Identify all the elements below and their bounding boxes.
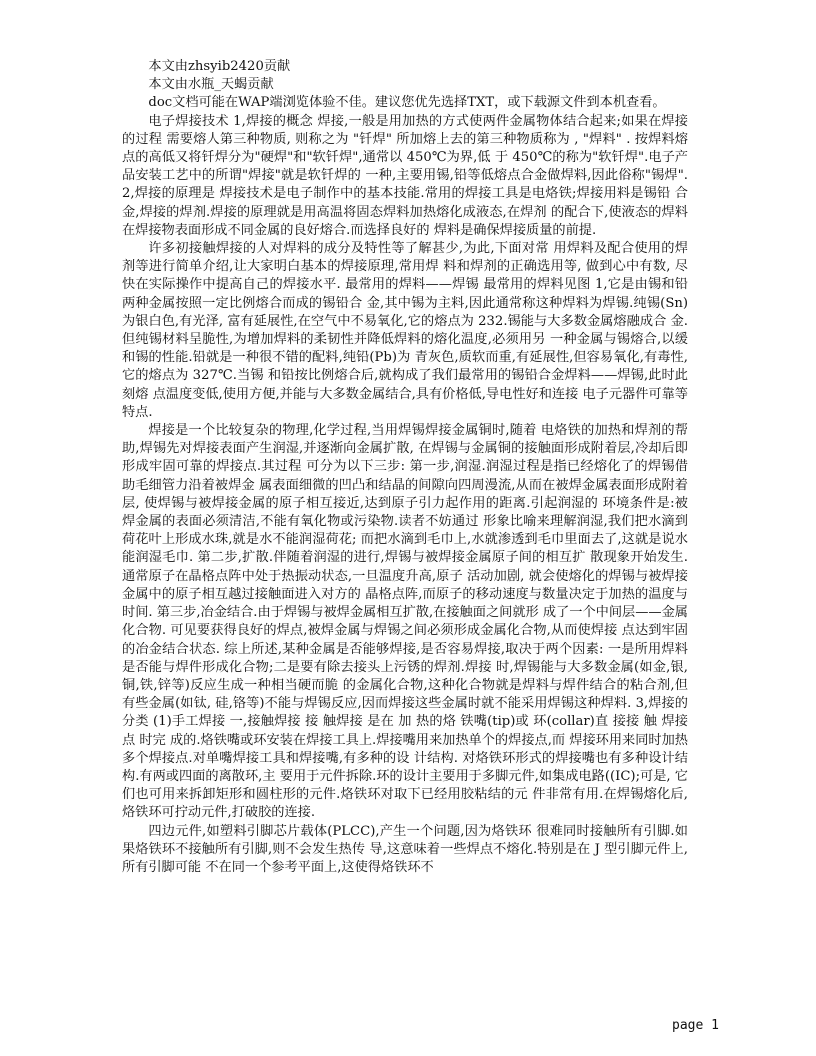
page-number: page 1 — [672, 1018, 719, 1033]
contributor-line: 本文由zhsyib2420贡献 — [148, 59, 291, 74]
paragraph: 四边元件,如塑料引脚芯片载体(PLCC),产生一个问题,因为烙铁环 很难同时接触所有引脚.如果烙铁环不接触所有引脚,则不会发生热传 导,这意味着一些焊点不熔化.特别是在 J 型引脚元件上,所有引脚可能 不在同一个参考平面上,这使得烙铁环不 — [122, 823, 688, 875]
paragraph: 焊接是一个比较复杂的物理,化学过程,当用焊锡焊接金属铜时,随着 电烙铁的加热和焊剂的帮助,焊锡先对焊接表面产生润湿,并逐渐向金属扩散, 在焊锡与金属铜的接触面形成附着层,冷却后即形成牢固可靠的焊接点.其过程 可分为以下三步: 第一步,润湿.润湿过程是指已经熔化了的焊锡借助毛细管力沿着被焊金 属表面细微的凹凸和结晶的间隙向四周漫流,从而在被焊金属表面形成附着层, 使焊锡与被焊接金属的原子相互接近,达到原子引力起作用的距离.引起润湿的 环境条件是:被焊金属的表面必须清洁,不能有氧化物或污染物.读者不妨通过 形象比喻来理解润湿,我们把水滴到荷花叶上形成水珠,就是水不能润湿荷花; 而把水滴到毛巾上,水就渗透到毛巾里面去了,这就是说水能润湿毛巾. 第二步,扩散.伴随着润湿的进行,焊锡与被焊接金属原子间的相互扩 散现象开始发生.通常原子在晶格点阵中处于热振动状态,一旦温度升高,原子 活动加剧, 就会使熔化的焊锡与被焊接金属中的原子相互越过接触面进入对方的 晶格点阵,而原子的移动速度与数量决定于加热的温度与时间. 第三步,冶金结合.由于焊锡与被焊金属相互扩散,在接触面之间就形 成了一个中间层——金属化合物. 可见要获得良好的焊点,被焊金属与焊锡之间必须形成金属化合物,从而使焊接 点达到牢固的冶金结合状态. 综上所述,某种金属是否能够焊接,是否容易焊接,取决于两个因素: 一是所用焊料是否能与焊件形成化合物;二是要有除去接头上污锈的焊剂.焊接 时,焊锡能与大多数金属(如金,银,铜,铁,锌等)反应生成一种相当硬而脆 的金属化合物,这种化合物就是焊料与焊件结合的粘合剂,但有些金属(如钛, 硅,铬等)不能与焊锡反应,因而焊接这些金属时就不能采用焊锡这种焊料. 3,焊接的分类 (1)手工焊接 一,接触焊接 接 触焊接 是在 加 热的烙 铁嘴(tip)或 环(collar)直 接接 触 焊接点 时完 成的.烙铁嘴或环安装在焊接工具上.焊接嘴用来加热单个的焊接点,而 焊接环用来同时加热多个焊接点.对单嘴焊接工具和焊接嘴,有多种的设 计结构. 对烙铁环形式的焊接嘴也有多种设计结构.有两或四面的离散环,主 要用于元件拆除.环的设计主要用于多脚元件,如集成电路((IC);可是, 它们也可用来拆卸矩形和圆柱形的元件.烙铁环对取下已经用胶粘结的元 件非常有用.在焊锡熔化后,烙铁环可拧动元件,打破胶的连接. — [122, 423, 688, 821]
paragraph: 电子焊接技术 1,焊接的概念 焊接,一般是用加热的方式使两件金属物体结合起来;如果在焊接的过程 需要熔人第三种物质, 则称之为 "钎焊" 所加熔上去的第三种物质称为 , "焊料" . 按焊料熔点的高低又将钎焊分为"硬焊"和"软钎焊",通常以 450℃为界,低 于 450℃的称为"软钎焊".电子产品安装工艺中的所谓"焊接"就是软钎焊的 一种,主要用锡,铅等低熔点合金做焊料,因此俗称"锡焊". 2,焊接的原理是 焊接技术是电子制作中的基本技能.常用的焊接工具是电烙铁;焊接用料是锡铅 合金,焊接的焊剂.焊接的原理就是用高温将固态焊料加热熔化成液态,在焊剂 的配合下,使液态的焊料在焊接物表面形成不同金属的良好熔合.而选择良好的 焊料是确保焊接质量的前提. — [122, 113, 688, 238]
contributor-line: 本文由水瓶_天蝎贡献 — [148, 77, 274, 93]
document-body — [122, 58, 688, 877]
paragraph: 许多初接触焊接的人对焊料的成分及特性等了解甚少,为此,下面对常 用焊料及配合使用的焊剂等进行简单介绍,让大家明白基本的焊接原理,常用焊 料和焊剂的正确选用等, 做到心中有数, 尽快在实际操作中提高自己的焊接水平. 最常用的焊料——焊锡 最常用的焊料见图 1,它是由锡和铅两种金属按照一定比例熔合而成的锡铅合 金,其中锡为主料,因此通常称这种焊料为焊锡.纯锡(Sn)为银白色,有光泽, 富有延展性,在空气中不易氧化,它的熔点为 232.锡能与大多数金属熔融成合 金.但纯锡材料呈脆性,为增加焊料的柔韧性并降低焊料的熔化温度,必须用另 一种金属与锡熔合,以缓和锡的性能.铅就是一种很不错的配料,纯铅(Pb)为 青灰色,质软而重,有延展性,但容易氧化,有毒性,它的熔点为 327℃.当锡 和铅按比例熔合后,就构成了我们最常用的锡铅合金焊料——焊锡,此时此刻熔 点温度变低,使用方便,并能与大多数金属结合,具有价格低,导电性好和连接 电子元器件可靠等特点. — [122, 241, 688, 420]
doc-format-notice: doc文档可能在WAP端浏览体验不佳。建议您优先选择TXT，或下载源文件到本机查看。 — [148, 95, 666, 111]
